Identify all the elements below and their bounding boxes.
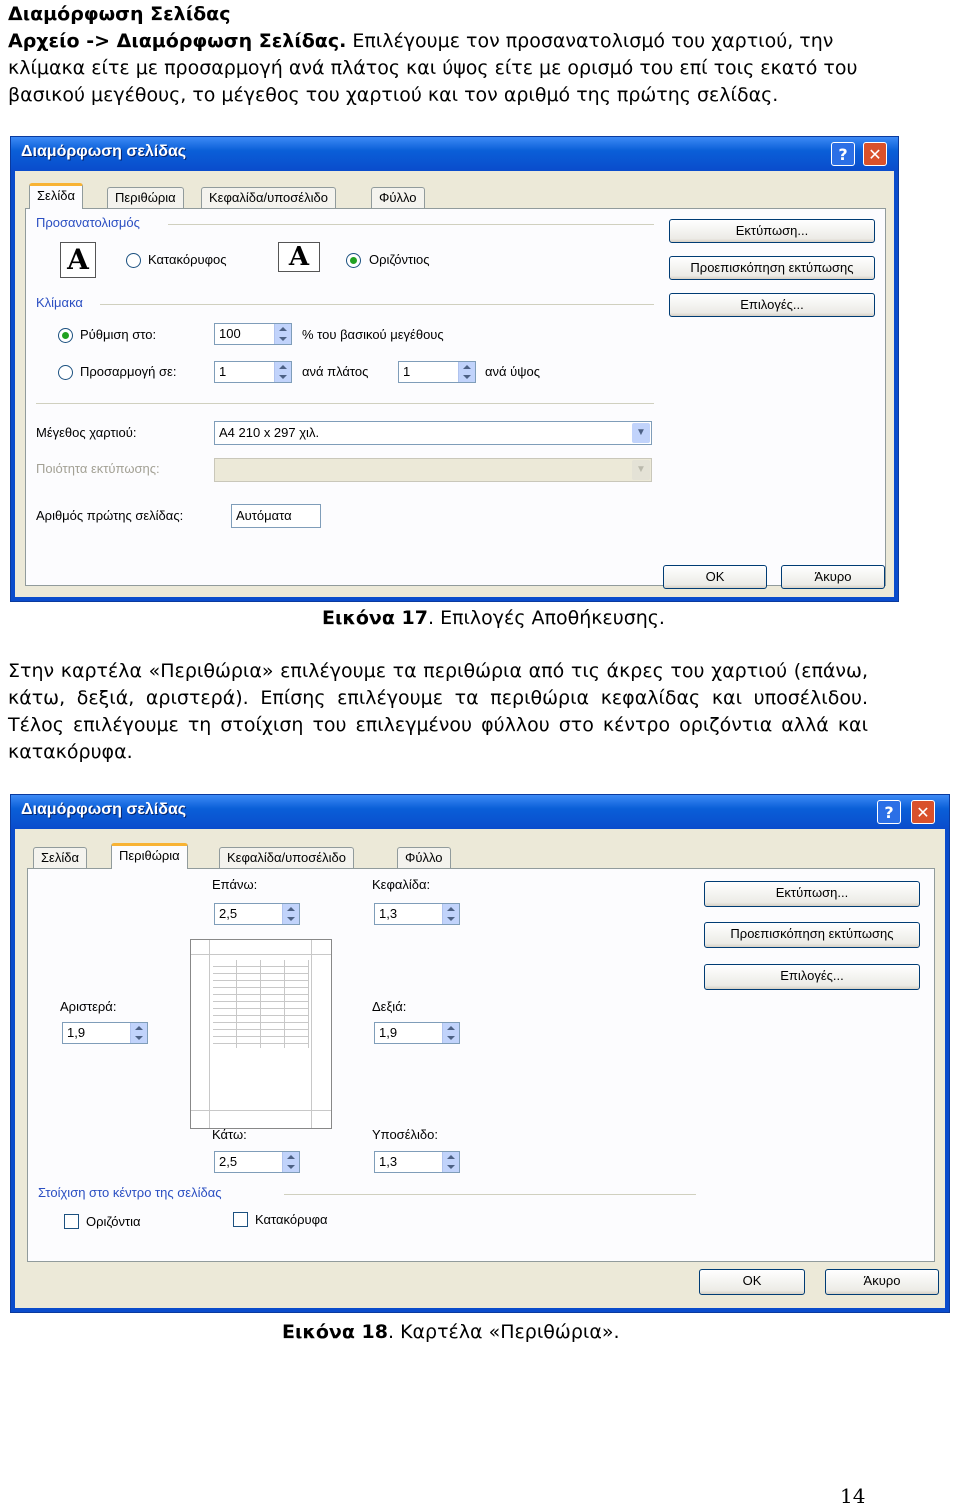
print-button[interactable]: Εκτύπωση... xyxy=(669,219,875,243)
fit-wide-spinner[interactable] xyxy=(214,361,292,383)
fit-wide-label: ανά πλάτος xyxy=(302,364,369,379)
spinner-arrows-icon[interactable] xyxy=(130,1023,147,1043)
portrait-radio[interactable] xyxy=(126,253,141,268)
left-margin-spinner[interactable] xyxy=(62,1022,148,1044)
print-quality-label: Ποιότητα εκτύπωσης: xyxy=(36,461,160,476)
preview-margin-line xyxy=(311,940,312,1128)
spinner-arrows-icon[interactable] xyxy=(282,904,299,924)
options-button[interactable]: Επιλογές... xyxy=(669,293,875,317)
tab-sheet[interactable]: Φύλλο xyxy=(397,847,451,869)
landscape-orientation-icon: A xyxy=(278,242,320,272)
section-title: Διαμόρφωση Σελίδας xyxy=(8,3,231,25)
caption-label: Εικόνα 18 xyxy=(282,1321,388,1343)
footer-margin-spinner[interactable] xyxy=(374,1151,460,1173)
cancel-button[interactable]: Άκυρο xyxy=(781,565,885,589)
adjust-to-label[interactable]: Ρύθμιση στο: xyxy=(80,327,157,342)
header-margin-value: 1,3 xyxy=(379,906,398,921)
paper-size-value: A4 210 x 297 χιλ. xyxy=(219,425,320,440)
adjust-to-radio[interactable] xyxy=(58,328,73,343)
spinner-arrows-icon[interactable] xyxy=(458,362,475,382)
tab-panel xyxy=(25,208,886,586)
spinner-arrows-icon[interactable] xyxy=(442,1023,459,1043)
margins-paragraph: Στην καρτέλα «Περιθώρια» επιλέγουμε τα περιθώρια από τις άκρες του χαρτιού (επάνω, κάτω, δεξιά, αριστερά). Επίσης επιλέγουμε τα περιθώρια κεφαλίδας και υποσέλιδου. Τέλος επιλέγουμε τη στοίχιση του επιλεγμένου φύλλου στο κέντρο οριζόντια αλλά και κατακόρυφα. xyxy=(8,660,868,763)
scale-group-label: Κλίμακα xyxy=(36,295,83,310)
bottom-margin-spinner[interactable] xyxy=(214,1151,300,1173)
tab-page[interactable]: Σελίδα xyxy=(29,183,83,209)
help-icon[interactable]: ? xyxy=(877,800,901,824)
dialog-client xyxy=(15,829,945,1308)
center-on-page-group-label: Στοίχιση στο κέντρο της σελίδας xyxy=(38,1185,222,1200)
intro-paragraph xyxy=(8,28,868,109)
preview-margin-line xyxy=(209,940,210,1128)
caption-label: Εικόνα 17 xyxy=(322,607,428,629)
print-button[interactable]: Εκτύπωση... xyxy=(704,881,920,907)
tab-header-footer[interactable]: Κεφαλίδα/υποσέλιδο xyxy=(201,187,336,209)
adjust-percent-spinner[interactable] xyxy=(214,323,292,345)
intro-text: Επιλέγουμε τον προσανατολισμό του χαρτιού, την κλίμακα είτε με προσαρμογή ανά πλάτος και ύψος είτε με ορισμό του επί τοις εκατό του βασικού μεγέθους, το μέγεθος του χαρτιού και τον αριθμό της πρώτης σελίδας. xyxy=(8,30,858,106)
landscape-label[interactable]: Οριζόντιος xyxy=(369,252,430,267)
portrait-orientation-icon: A xyxy=(60,242,96,278)
top-margin-spinner[interactable] xyxy=(214,903,300,925)
title-bar xyxy=(11,137,898,171)
preview-margin-line xyxy=(191,954,331,955)
figure-caption-17 xyxy=(322,606,665,630)
footer-margin-label: Υποσέλιδο: xyxy=(372,1127,438,1142)
paper-size-label: Μέγεθος χαρτιού: xyxy=(36,425,137,440)
header-margin-spinner[interactable] xyxy=(374,903,460,925)
fit-wide-value: 1 xyxy=(219,364,227,379)
right-margin-value: 1,9 xyxy=(379,1025,398,1040)
fit-to-label[interactable]: Προσαρμογή σε: xyxy=(80,364,177,379)
top-margin-label: Επάνω: xyxy=(212,877,258,892)
bottom-margin-label: Κάτω: xyxy=(212,1127,247,1142)
title-bar xyxy=(11,795,949,829)
help-icon[interactable]: ? xyxy=(831,142,855,166)
dialog-title: Διαμόρφωση σελίδας xyxy=(21,143,187,160)
page-setup-dialog-margins-tab xyxy=(10,794,950,1313)
tab-page[interactable]: Σελίδα xyxy=(33,847,87,869)
spinner-arrows-icon[interactable] xyxy=(282,1152,299,1172)
page-number: 14 xyxy=(840,1484,866,1508)
adjust-suffix: % του βασικού μεγέθους xyxy=(302,327,444,342)
page-setup-dialog-page-tab xyxy=(10,136,899,602)
ok-button[interactable]: OK xyxy=(663,565,767,589)
figure-caption-18 xyxy=(282,1320,620,1344)
footer-margin-value: 1,3 xyxy=(379,1154,398,1169)
adjust-percent-value: 100 xyxy=(219,326,241,341)
fit-tall-spinner[interactable] xyxy=(398,361,476,383)
left-margin-label: Αριστερά: xyxy=(60,999,117,1014)
close-icon[interactable]: ✕ xyxy=(863,142,887,166)
fit-tall-label: ανά ύψος xyxy=(485,364,541,379)
spinner-arrows-icon[interactable] xyxy=(442,904,459,924)
print-preview-button[interactable]: Προεπισκόπηση εκτύπωσης xyxy=(669,256,875,280)
dialog-client xyxy=(15,171,894,597)
center-vertically-label[interactable]: Κατακόρυφα xyxy=(255,1212,328,1227)
menu-path: Αρχείο -> Διαμόρφωση Σελίδας. xyxy=(8,30,347,52)
bottom-margin-value: 2,5 xyxy=(219,1154,238,1169)
header-margin-label: Κεφαλίδα: xyxy=(372,877,431,892)
center-horizontally-checkbox[interactable] xyxy=(64,1214,79,1229)
spinner-arrows-icon[interactable] xyxy=(442,1152,459,1172)
tab-margins[interactable]: Περιθώρια xyxy=(107,187,184,209)
group-divider xyxy=(284,1194,696,1195)
paper-size-dropdown[interactable] xyxy=(214,421,652,445)
chevron-down-icon: ▼ xyxy=(632,460,650,480)
tab-sheet[interactable]: Φύλλο xyxy=(371,187,425,209)
right-margin-spinner[interactable] xyxy=(374,1022,460,1044)
group-divider xyxy=(36,403,654,404)
chevron-down-icon[interactable]: ▼ xyxy=(632,423,650,443)
center-horizontally-label[interactable]: Οριζόντια xyxy=(86,1214,141,1229)
print-quality-dropdown xyxy=(214,458,652,482)
caption-text: . Επιλογές Αποθήκευσης. xyxy=(427,607,665,629)
preview-grid-columns xyxy=(213,960,309,1048)
ok-button[interactable]: OK xyxy=(699,1269,805,1295)
fit-tall-value: 1 xyxy=(403,364,411,379)
print-preview-button[interactable]: Προεπισκόπηση εκτύπωσης xyxy=(704,922,920,948)
cancel-button[interactable]: Άκυρο xyxy=(825,1269,939,1295)
options-button[interactable]: Επιλογές... xyxy=(704,964,920,990)
page-preview xyxy=(190,939,332,1129)
first-page-label: Αριθμός πρώτης σελίδας: xyxy=(36,508,184,523)
preview-margin-line xyxy=(191,1110,331,1111)
right-margin-label: Δεξιά: xyxy=(372,999,407,1014)
tab-header-footer[interactable]: Κεφαλίδα/υποσέλιδο xyxy=(219,847,354,869)
close-icon[interactable]: ✕ xyxy=(911,800,935,824)
center-vertically-checkbox[interactable] xyxy=(233,1212,248,1227)
dialog-title: Διαμόρφωση σελίδας xyxy=(21,801,187,818)
left-margin-value: 1,9 xyxy=(67,1025,86,1040)
fit-to-radio[interactable] xyxy=(58,365,73,380)
caption-text: . Καρτέλα «Περιθώρια». xyxy=(387,1321,620,1343)
portrait-label[interactable]: Κατακόρυφος xyxy=(148,252,227,267)
tab-panel xyxy=(27,868,935,1262)
tab-margins[interactable]: Περιθώρια xyxy=(111,843,188,869)
group-divider xyxy=(100,304,654,305)
spinner-arrows-icon[interactable] xyxy=(274,324,291,344)
top-margin-value: 2,5 xyxy=(219,906,238,921)
landscape-radio[interactable] xyxy=(346,253,361,268)
first-page-input[interactable]: Αυτόματα xyxy=(231,504,321,528)
spinner-arrows-icon[interactable] xyxy=(274,362,291,382)
group-divider xyxy=(168,224,654,225)
orientation-group-label: Προσανατολισμός xyxy=(36,215,140,230)
